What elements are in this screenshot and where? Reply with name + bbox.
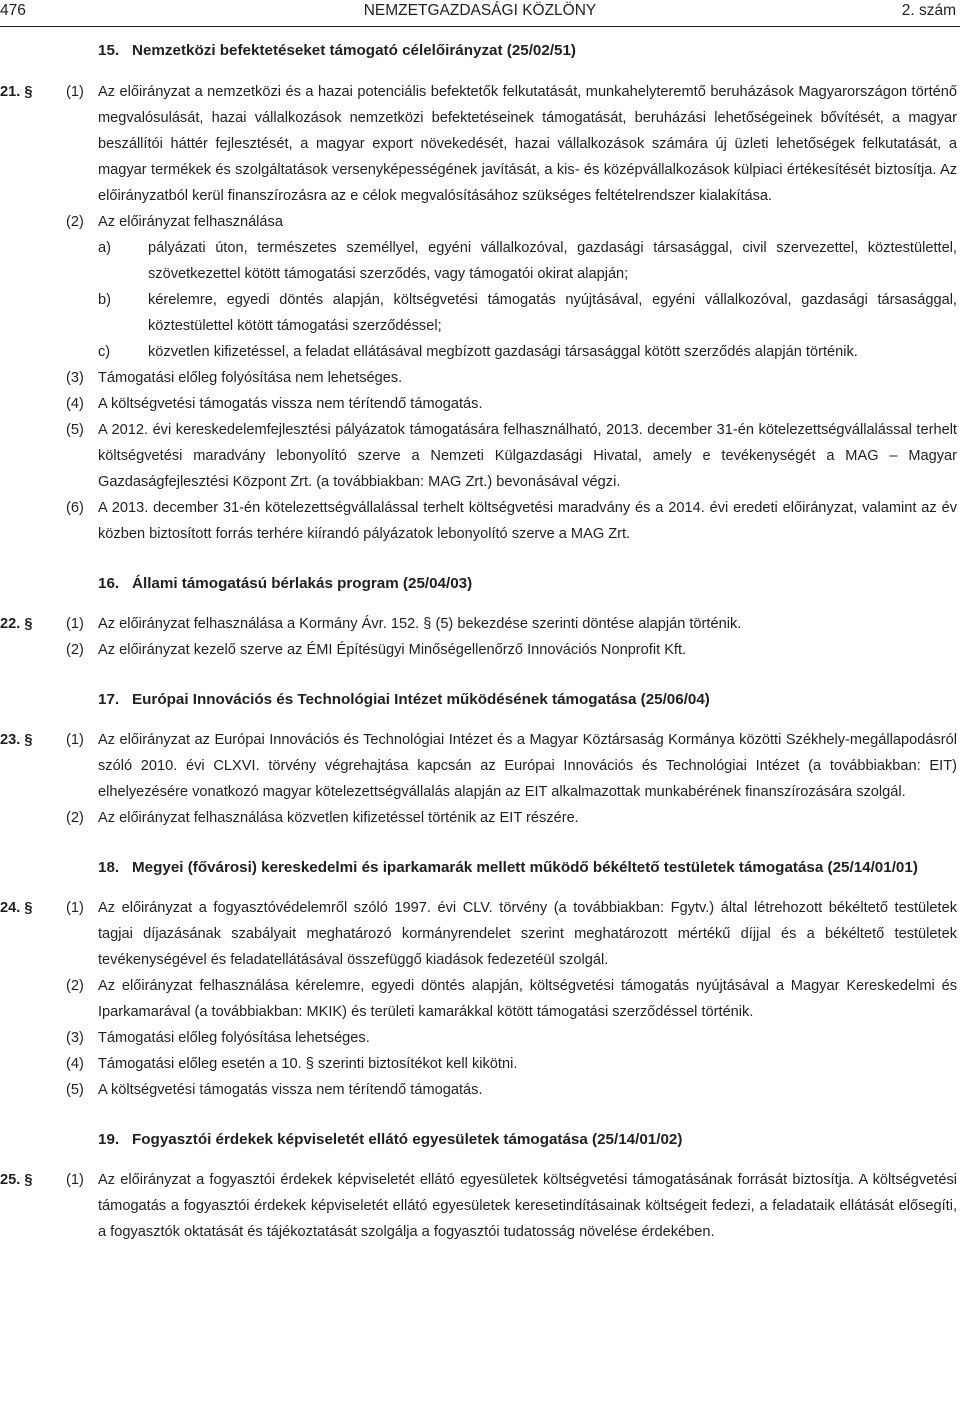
- paragraph-21-3: [0, 365, 960, 391]
- paragraph-text: Támogatási előleg folyósítása lehetséges.: [98, 1030, 370, 1046]
- section-heading-18: [0, 855, 960, 881]
- section-number: 18.: [98, 859, 120, 876]
- section-heading-16: [0, 571, 960, 597]
- paragraph-24-4: [0, 1051, 960, 1077]
- paragraph-21-2: [0, 209, 960, 235]
- paragraph-21-1: [0, 79, 960, 209]
- paragraph-text: Az előirányzat a fogyasztói érdekek képviseletét ellátó egyesületek költségvetési támogatásának forrását biztosítja. A költségvetési támogatás a fogyasztói érdekek képviseletét ellátó egyesületek keresetindításainak költségeit fedezi, a feladataik ellátását elősegíti, a fogyasztók oktatását és tájékoztatását szolgálja a fogyasztói tudatosság növelése érdekében.: [98, 1172, 957, 1240]
- section-mark: 23. §: [0, 732, 33, 748]
- subsection-label: (6): [66, 500, 84, 516]
- section-heading-19: [0, 1127, 960, 1153]
- paragraph-text: A költségvetési támogatás vissza nem térítendő támogatás.: [98, 396, 483, 412]
- section-mark: 25. §: [0, 1172, 33, 1188]
- paragraph-22-1: [0, 611, 960, 637]
- subsection-label: (1): [66, 732, 84, 748]
- section-heading-17: [0, 687, 960, 713]
- section-mark: 21. §: [0, 84, 33, 100]
- subsection-label: (2): [66, 214, 84, 230]
- section-title: Nemzetközi befektetéseket támogató célelőirányzat (25/02/51): [132, 42, 576, 59]
- subsection-label: (4): [66, 396, 84, 412]
- paragraph-24-2: [0, 973, 960, 1025]
- paragraph-text: Az előirányzat a nemzetközi és a hazai potenciális befektetők felkutatását, munkahelyteremtő beruházások Magyarországon történő megvalósulását, hazai vállalkozások nemzetközi befektetéseinek támogatását, beruházási lehetőségeinek bővítését, a magyar beszállítói háttér fejlesztését, a magyar export növekedését, hazai vállalkozások számára új üzleti lehetőségek felkutatását, a magyar termékek és szolgáltatások versenyképességének javítását, a kis- és középvállalkozások külpiaci értékesítését biztosítja. Az előirányzatból kerül finanszírozásra az e célok megvalósításához szükséges feltételrendszer kialakítása.: [98, 84, 957, 204]
- paragraph-text: Az előirányzat felhasználása közvetlen kifizetéssel történik az EIT részére.: [98, 810, 579, 826]
- section-title: Állami támogatású bérlakás program (25/04/03): [132, 575, 473, 592]
- section-number: 17.: [98, 691, 120, 708]
- paragraph-24-3: [0, 1025, 960, 1051]
- section-heading-15: [0, 38, 960, 64]
- subsection-label: (3): [66, 1030, 84, 1046]
- item-label: b): [98, 292, 111, 308]
- paragraph-text: A 2013. december 31-én kötelezettségvállalással terhelt költségvetési maradvány és a 2014. évi eredeti előirányzat, valamint az év közben biztosított forrás terhére kiírandó pályázatok lebonyolító szerve a MAG Zrt.: [98, 500, 957, 542]
- paragraph-text: A költségvetési támogatás vissza nem térítendő támogatás.: [98, 1082, 483, 1098]
- subsection-label: (1): [66, 900, 84, 916]
- section-mark: 22. §: [0, 616, 33, 632]
- list-item-a: [0, 235, 960, 287]
- paragraph-text: Az előirányzat felhasználása a Kormány Ávr. 152. § (5) bekezdése szerinti döntése alapján történik.: [98, 616, 742, 632]
- document-body: [0, 38, 960, 1245]
- item-label: a): [98, 240, 111, 256]
- item-text: pályázati úton, természetes személlyel, egyéni vállalkozóval, gazdasági társasággal, civil szervezettel, köztestülettel, szövetkezettel kötött támogatási szerződés, vagy támogatói okirat alapján;: [148, 240, 957, 282]
- subsection-label: (2): [66, 978, 84, 994]
- journal-title: NEMZETGAZDASÁGI KÖZLÖNY: [363, 2, 597, 19]
- paragraph-22-2: [0, 637, 960, 663]
- section-title: Megyei (fővárosi) kereskedelmi és iparkamarák mellett működő békéltető testületek támogatása (25/14/01/01): [132, 859, 918, 876]
- paragraph-text: Támogatási előleg esetén a 10. § szerinti biztosítékot kell kikötni.: [98, 1056, 518, 1072]
- header-rule: [0, 26, 960, 27]
- paragraph-text: A 2012. évi kereskedelemfejlesztési pályázatok támogatására felhasználható, 2013. december 31-én kötelezettségvállalással terhelt költségvetési maradvány lebonyolító szerve a Nemzeti Külgazdasági Hivatal, amely e tevékenységét a MAG – Magyar Gazdaságfejlesztési Központ Zrt. (a továbbiakban: MAG Zrt.) bevonásával végzi.: [98, 422, 957, 490]
- paragraph-text: Az előirányzat felhasználása: [98, 214, 283, 230]
- paragraph-23-2: [0, 805, 960, 831]
- subsection-label: (3): [66, 370, 84, 386]
- paragraph-21-5: [0, 417, 960, 495]
- paragraph-24-1: [0, 895, 960, 973]
- section-number: 19.: [98, 1131, 120, 1148]
- subsection-label: (1): [66, 1172, 84, 1188]
- section-number: 15.: [98, 42, 120, 59]
- item-text: közvetlen kifizetéssel, a feladat ellátásával megbízott gazdasági társasággal kötött szerződés alapján történik.: [148, 344, 858, 360]
- paragraph-21-4: [0, 391, 960, 417]
- list-item-c: [0, 339, 960, 365]
- section-title: Európai Innovációs és Technológiai Intézet működésének támogatása (25/06/04): [132, 691, 710, 708]
- subsection-label: (5): [66, 1082, 84, 1098]
- section-title: Fogyasztói érdekek képviseletét ellátó egyesületek támogatása (25/14/01/02): [132, 1131, 683, 1148]
- issue-number: 2. szám: [901, 2, 956, 19]
- subsection-label: (5): [66, 422, 84, 438]
- subsection-label: (1): [66, 84, 84, 100]
- paragraph-24-5: [0, 1077, 960, 1103]
- paragraph-text: Az előirányzat kezelő szerve az ÉMI Építésügyi Minőségellenőrző Innovációs Nonprofit Kft.: [98, 642, 687, 658]
- section-number: 16.: [98, 575, 120, 592]
- paragraph-21-6: [0, 495, 960, 547]
- page-number: 476: [0, 2, 26, 19]
- subsection-label: (4): [66, 1056, 84, 1072]
- paragraph-23-1: [0, 727, 960, 805]
- item-text: kérelemre, egyedi döntés alapján, költségvetési támogatás nyújtásával, egyéni vállalkozóval, gazdasági társasággal, köztestülettel kötött támogatási szerződéssel;: [148, 292, 957, 334]
- item-label: c): [98, 344, 111, 360]
- paragraph-text: Támogatási előleg folyósítása nem lehetséges.: [98, 370, 403, 386]
- paragraph-text: Az előirányzat felhasználása kérelemre, egyedi döntés alapján, költségvetési támogatás nyújtásával a Magyar Kereskedelmi és Iparkamarával (a továbbiakban: MKIK) és területi kamarákkal kötött támogatási szerződéssel történik.: [98, 978, 957, 1020]
- subsection-label: (2): [66, 642, 84, 658]
- subsection-label: (1): [66, 616, 84, 632]
- section-mark: 24. §: [0, 900, 33, 916]
- subsection-label: (2): [66, 810, 84, 826]
- paragraph-25-1: [0, 1167, 960, 1245]
- list-item-b: [0, 287, 960, 339]
- paragraph-text: Az előirányzat a fogyasztóvédelemről szóló 1997. évi CLV. törvény (a továbbiakban: Fgytv.) által létrehozott békéltető testületek tagjai díjazásának szabályait meghatározó kormányrendelet szerint meghatározott mértékű díjjal és a békéltető testületek tevékenységével és feladatellátásával összefüggő kiadások fedezetéül szolgál.: [98, 900, 957, 968]
- paragraph-text: Az előirányzat az Európai Innovációs és Technológiai Intézet és a Magyar Köztársaság Kormánya közötti Székhely-megállapodásról szóló 2010. évi CLXVI. törvény végrehajtása kapcsán az Európai Innovációs és Technológiai Intézet (a továbbiakban: EIT) elhelyezésére vonatkozó magyar kötelezettségvállalás alapján az EIT alkalmazottak munkabérének finanszírozására szolgál.: [98, 732, 957, 800]
- page-header: [0, 0, 960, 26]
